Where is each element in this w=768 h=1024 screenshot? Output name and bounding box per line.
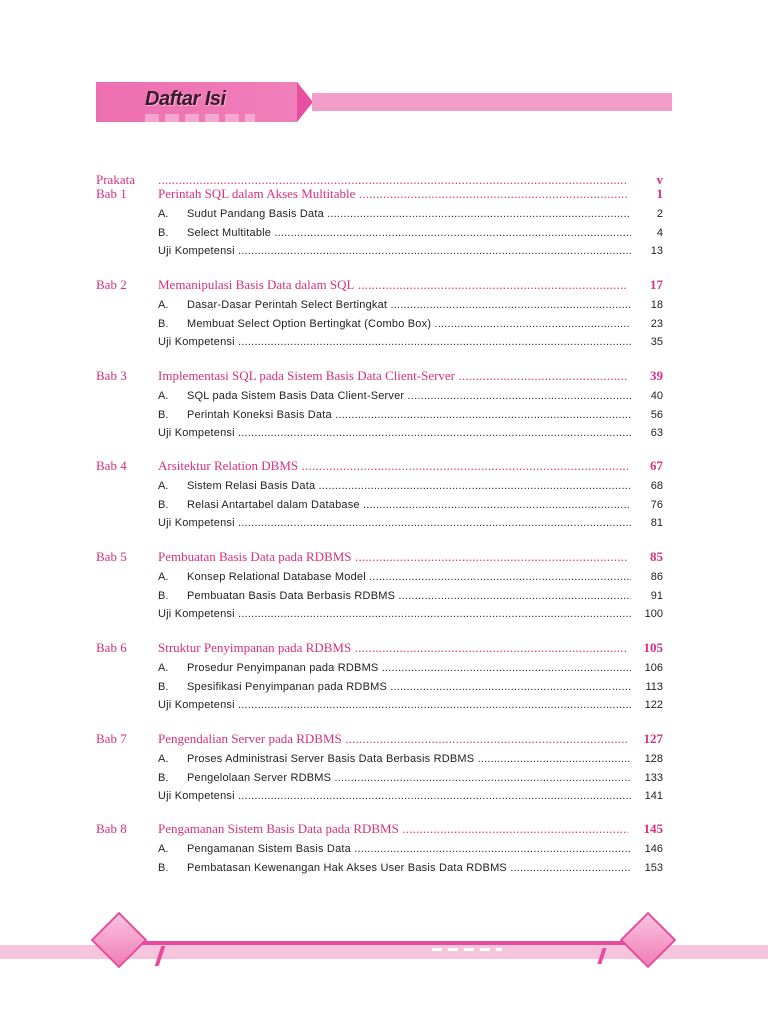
- uji-kompetensi-page-number: 141: [644, 790, 663, 802]
- toc-section-row[interactable]: [0, 498, 768, 516]
- toc-section-row[interactable]: [0, 298, 768, 316]
- header-ghost-text-decoration: [145, 114, 255, 122]
- section-title: Select Multitable .....: [187, 227, 631, 239]
- chapter-title: Implementasi SQL pada Sistem Basis Data Client-Server .....: [158, 368, 628, 384]
- uji-kompetensi-title: Uji Kompetensi .....: [158, 790, 631, 802]
- toc-uji-kompetensi-row[interactable]: [0, 698, 768, 716]
- uji-kompetensi-title: Uji Kompetensi .....: [158, 245, 631, 257]
- section-page-number: 23: [650, 317, 663, 330]
- toc-chapter-row[interactable]: [0, 549, 768, 567]
- uji-kompetensi-page-number: 122: [644, 699, 663, 711]
- section-letter: A.: [158, 390, 169, 402]
- chapter-page-number: 1: [656, 186, 663, 201]
- chapter-title: Pengamanan Sistem Basis Data pada RDBMS .....: [158, 821, 628, 837]
- toc-chapter-row[interactable]: [0, 640, 768, 658]
- section-page-number: 133: [644, 771, 663, 784]
- chapter-label: Bab 4: [96, 458, 127, 473]
- section-page-number: 128: [644, 753, 663, 765]
- section-title: Pembatasan Kewenangan Hak Akses User Basis Data RDBMS .....: [187, 862, 631, 874]
- header-stripe: [312, 93, 672, 111]
- toc-section-row[interactable]: [0, 842, 768, 860]
- toc-chapter-row[interactable]: [0, 368, 768, 386]
- chapter-title: Perintah SQL dalam Akses Multitable .....: [158, 186, 628, 202]
- section-letter: A.: [158, 480, 169, 492]
- toc-uji-kompetensi-row[interactable]: [0, 516, 768, 534]
- toc-chapter-row[interactable]: [0, 458, 768, 476]
- section-letter: A.: [158, 571, 169, 583]
- chapter-label: Bab 2: [96, 277, 127, 292]
- section-page-number: 91: [650, 589, 663, 602]
- section-title: Pengelolaan Server RDBMS .....: [187, 772, 631, 784]
- section-letter: A.: [158, 662, 169, 674]
- toc-section-row[interactable]: [0, 752, 768, 770]
- chapter-label: Bab 3: [96, 368, 127, 383]
- section-letter: A.: [158, 208, 169, 220]
- chapter-title: Pengendalian Server pada RDBMS .....: [158, 731, 628, 747]
- section-title: Relasi Antartabel dalam Database .....: [187, 499, 631, 511]
- section-page-number: 113: [645, 680, 663, 693]
- toc-chapter-row[interactable]: [0, 186, 768, 204]
- section-title: Dasar-Dasar Perintah Select Bertingkat .....: [187, 299, 631, 311]
- chapter-label: Bab 5: [96, 549, 127, 564]
- header-arrow-shape: [297, 82, 313, 122]
- toc-section-row[interactable]: [0, 408, 768, 426]
- toc-section-row[interactable]: [0, 226, 768, 244]
- footer-line: [118, 941, 648, 945]
- toc-section-row[interactable]: [0, 589, 768, 607]
- chapter-label: Bab 8: [96, 821, 127, 836]
- section-page-number: 4: [656, 226, 663, 239]
- toc-section-row[interactable]: [0, 207, 768, 225]
- chapter-label: Bab 1: [96, 186, 127, 201]
- chapter-page-number: 127: [643, 731, 663, 746]
- uji-kompetensi-page-number: 63: [650, 427, 663, 439]
- toc-section-row[interactable]: [0, 771, 768, 789]
- uji-kompetensi-page-number: 100: [644, 608, 663, 620]
- section-page-number: 146: [644, 843, 663, 855]
- toc-section-row[interactable]: [0, 861, 768, 879]
- chapter-title: Pembuatan Basis Data pada RDBMS .....: [158, 549, 628, 565]
- section-page-number: 153: [644, 861, 663, 874]
- section-page-number: 86: [650, 571, 663, 583]
- section-title: Membuat Select Option Bertingkat (Combo Box) .....: [187, 318, 631, 330]
- chapter-title: Memanipulasi Basis Data dalam SQL .....: [158, 277, 628, 293]
- section-letter: B.: [158, 861, 169, 874]
- toc-section-row[interactable]: [0, 680, 768, 698]
- section-letter: A.: [158, 843, 169, 855]
- toc-section-row[interactable]: [0, 661, 768, 679]
- section-title: Perintah Koneksi Basis Data .....: [187, 409, 631, 421]
- prakata-page: v: [656, 172, 663, 187]
- section-letter: A.: [158, 299, 169, 311]
- chapter-page-number: 85: [650, 549, 663, 564]
- section-letter: B.: [158, 226, 169, 239]
- chapter-page-number: 145: [643, 821, 663, 836]
- chapter-page-number: 67: [650, 458, 663, 473]
- toc-section-row[interactable]: [0, 479, 768, 497]
- uji-kompetensi-page-number: 81: [650, 517, 663, 529]
- uji-kompetensi-title: Uji Kompetensi .....: [158, 699, 631, 711]
- section-title: Pengamanan Sistem Basis Data .....: [187, 843, 631, 855]
- section-page-number: 18: [650, 299, 663, 311]
- section-title: Proses Administrasi Server Basis Data Berbasis RDBMS .....: [187, 753, 631, 765]
- section-letter: B.: [158, 408, 169, 421]
- section-letter: A.: [158, 753, 169, 765]
- section-page-number: 106: [644, 662, 663, 674]
- uji-kompetensi-title: Uji Kompetensi .....: [158, 517, 631, 529]
- chapter-title: Struktur Penyimpanan pada RDBMS .....: [158, 640, 628, 656]
- toc-section-row[interactable]: [0, 317, 768, 335]
- section-title: SQL pada Sistem Basis Data Client-Server .....: [187, 390, 631, 402]
- uji-kompetensi-page-number: 13: [650, 245, 663, 257]
- section-title: Pembuatan Basis Data Berbasis RDBMS .....: [187, 590, 631, 602]
- section-title: Konsep Relational Database Model .....: [187, 571, 631, 583]
- toc-chapter-row[interactable]: [0, 731, 768, 749]
- uji-kompetensi-title: Uji Kompetensi .....: [158, 336, 631, 348]
- chapter-page-number: 105: [643, 640, 663, 655]
- section-page-number: 2: [656, 208, 663, 220]
- footer-dashes: [432, 948, 502, 951]
- prakata-label: Prakata: [96, 172, 135, 187]
- chapter-label: Bab 7: [96, 731, 127, 746]
- chapter-title: Arsitektur Relation DBMS .....: [158, 458, 628, 474]
- toc-uji-kompetensi-row[interactable]: [0, 789, 768, 807]
- toc-section-row[interactable]: [0, 389, 768, 407]
- section-page-number: 40: [650, 390, 663, 402]
- section-title: Spesifikasi Penyimpanan pada RDBMS .....: [187, 681, 631, 693]
- toc-uji-kompetensi-row[interactable]: [0, 335, 768, 353]
- chapter-page-number: 17: [650, 277, 663, 292]
- page-title: Daftar Isi: [145, 88, 226, 110]
- section-page-number: 76: [650, 498, 663, 511]
- chapter-label: Bab 6: [96, 640, 127, 655]
- section-page-number: 68: [650, 480, 663, 492]
- section-title: Sudut Pandang Basis Data .....: [187, 208, 631, 220]
- toc-uji-kompetensi-row[interactable]: [0, 607, 768, 625]
- section-letter: B.: [158, 589, 169, 602]
- section-title: Sistem Relasi Basis Data .....: [187, 480, 631, 492]
- section-letter: B.: [158, 771, 169, 784]
- toc-chapter-row[interactable]: [0, 821, 768, 839]
- uji-kompetensi-title: Uji Kompetensi .....: [158, 427, 631, 439]
- section-letter: B.: [158, 498, 169, 511]
- toc-chapter-row[interactable]: [0, 277, 768, 295]
- footer-diamond-left: [91, 912, 148, 969]
- toc-uji-kompetensi-row[interactable]: [0, 426, 768, 444]
- section-letter: B.: [158, 317, 169, 330]
- section-page-number: 56: [650, 408, 663, 421]
- uji-kompetensi-title: Uji Kompetensi .....: [158, 608, 631, 620]
- section-title: Prosedur Penyimpanan pada RDBMS .....: [187, 662, 631, 674]
- chapter-page-number: 39: [650, 368, 663, 383]
- toc-uji-kompetensi-row[interactable]: [0, 244, 768, 262]
- toc-section-row[interactable]: [0, 570, 768, 588]
- section-letter: B.: [158, 680, 169, 693]
- footer-diamond-right: [620, 912, 677, 969]
- uji-kompetensi-page-number: 35: [650, 336, 663, 348]
